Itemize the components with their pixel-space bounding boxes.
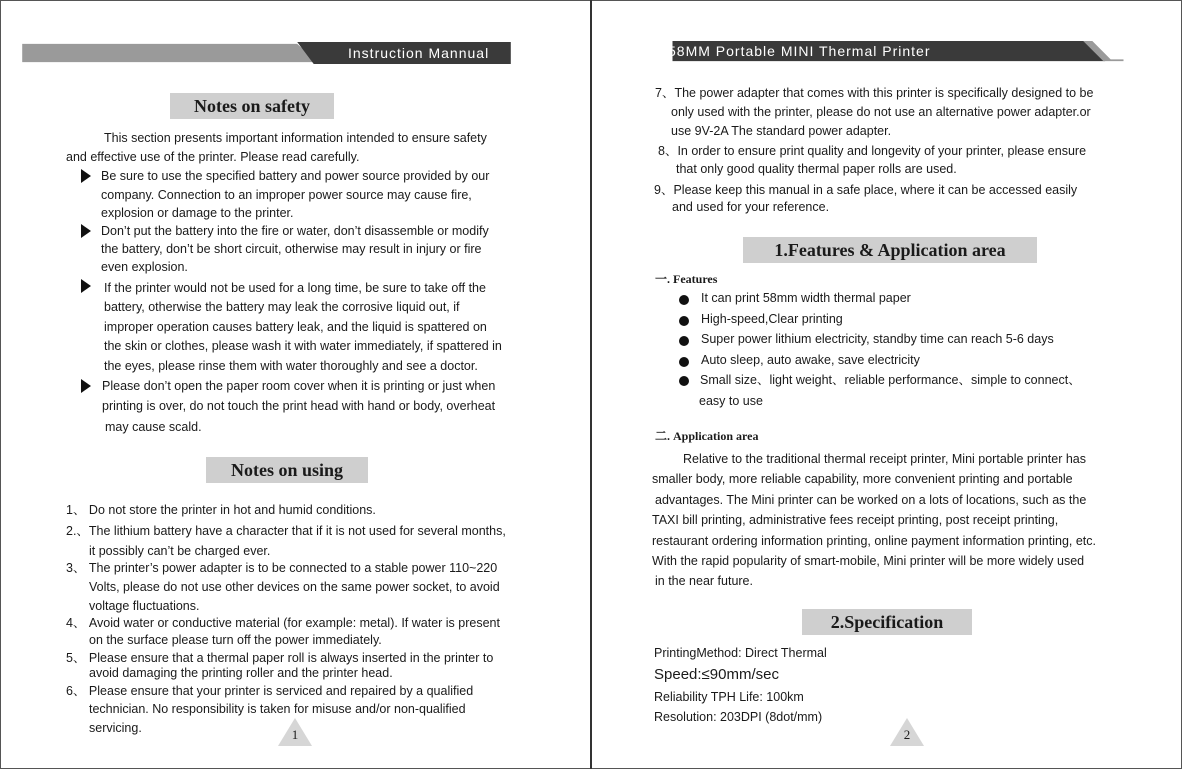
feature-1: It can print 58mm width thermal paper [701,291,911,305]
left-header-title: Instruction Mannual [348,45,490,61]
safety-item-1-line-1: Be sure to use the specified battery and power source provided by our [101,169,490,183]
using-item-3-line-3: voltage fluctuations. [89,599,200,613]
safety-item-2-line-1: Don’t put the battery into the fire or water, don’t disassemble or modify [101,224,489,238]
left-page-number: 1 [291,727,299,742]
safety-item-3-line-4: the skin or clothes, please wash it with water immediately, if spattered in [104,339,502,353]
application-line-5: restaurant ordering information printing, online payment information printing, etc. [652,534,1096,548]
application-line-6: With the rapid popularity of smart-mobile, Mini printer will be more widely used [652,554,1085,568]
note-8-line-1: 8、In order to ensure print quality and longevity of your printer, please ensure [658,144,1087,158]
note-7-line-1: 7、The power adapter that comes with this printer is specifically designed to be [655,86,1094,100]
safety-item-3-line-1: If the printer would not be used for a long time, be sure to take off the [104,281,486,295]
right-header-title: 58MM Portable MINI Thermal Printer [668,43,931,59]
spec-reliability: Reliability TPH Life: 100km [654,690,804,704]
safety-item-2-line-2: the battery, don’t be short circuit, otherwise may result in injury or fire [101,242,482,256]
safety-item-3-line-3: improper operation causes battery leak, and the liquid is spattered on [104,320,487,334]
using-item-3-line-1: 3、 The printer’s power adapter is to be connected to a stable power 110~220 [66,561,498,575]
safety-item-4-line-1: Please don’t open the paper room cover when it is printing or just when [102,379,496,393]
application-line-1: Relative to the traditional thermal receipt printer, Mini portable printer has [683,452,1086,466]
right-page-number: 2 [903,727,911,742]
using-item-4-line-1: 4、 Avoid water or conductive material (for example: metal). If water is present [66,616,500,630]
note-7-line-2: only used with the printer, please do not use an alternative power adapter.or [671,105,1091,119]
note-7-line-3: use 9V-2A The standard power adapter. [671,124,892,138]
feature-5-line-2: easy to use [699,394,763,408]
bullet-dot-icon [679,336,689,346]
using-item-5-line-1: 5、 Please ensure that a thermal paper roll is always inserted in the printer to [66,651,494,665]
using-item-6-line-3: servicing. [89,721,142,735]
feature-4: Auto sleep, auto awake, save electricity [701,353,920,367]
bullet-arrow-icon [81,279,91,293]
bullet-dot-icon [679,295,689,305]
safety-item-1-line-3: explosion or damage to the printer. [101,206,294,220]
safety-item-3-line-2: battery, otherwise the battery may leak the corrosive liquid out, if [104,300,460,314]
application-subhead: 二. Application area [655,429,759,443]
safety-item-4-line-2: printing is over, do not touch the print head with hand or body, overheat [102,399,496,413]
feature-5-line-1: Small size、light weight、reliable performance、simple to connect、 [700,373,1081,387]
using-item-5-line-2: avoid damaging the printing roller and the printer head. [89,666,393,680]
application-line-2: smaller body, more reliable capability, more convenient printing and portable [652,472,1073,486]
safety-item-4-line-3: may cause scald. [105,420,202,434]
feature-3: Super power lithium electricity, standby time can reach 5-6 days [701,332,1054,346]
safety-intro-line-1: This section presents important information intended to ensure safety [104,131,487,145]
page-divider [590,0,592,769]
application-line-3: advantages. The Mini printer can be worked on a lots of locations, such as the [655,493,1087,507]
note-9-line-1: 9、Please keep this manual in a safe place, where it can be accessed easily [654,183,1078,197]
bullet-dot-icon [679,316,689,326]
features-title: 1.Features & Application area [743,237,1037,263]
using-item-2-line-1: 2.、The lithium battery have a character that if it is not used for several months, [66,524,506,538]
using-item-6-line-1: 6、 Please ensure that your printer is serviced and repaired by a qualified [66,684,474,698]
safety-item-1-line-2: company. Connection to an improper power source may cause fire, [101,188,472,202]
spec-resolution: Resolution: 203DPI (8dot/mm) [654,710,823,724]
application-line-4: TAXI bill printing, administrative fees receipt printing, post receipt printing, [652,513,1059,527]
bullet-arrow-icon [81,169,91,183]
using-item-1-line-1: 1、 Do not store the printer in hot and humid conditions. [66,503,376,517]
bullet-arrow-icon [81,379,91,393]
spec-printing-method: PrintingMethod: Direct Thermal [654,646,827,660]
feature-2: High-speed,Clear printing [701,312,843,326]
using-item-4-line-2: on the surface please turn off the power immediately. [89,633,382,647]
application-line-7: in the near future. [655,574,753,588]
spec-speed: Speed:≤90mm/sec [654,666,779,683]
safety-item-2-line-3: even explosion. [101,260,188,274]
spec-title: 2.Specification [802,609,972,635]
bullet-dot-icon [679,376,689,386]
note-9-line-2: and used for your reference. [672,200,830,214]
using-item-2-line-2: it possibly can’t be charged ever. [89,544,271,558]
features-subhead: 一. Features [655,272,718,286]
safety-intro-line-2: and effective use of the printer. Please read carefully. [66,150,360,164]
note-8-line-2: that only good quality thermal paper rolls are used. [676,162,957,176]
safety-item-3-line-5: the eyes, please rinse them with water thoroughly and see a doctor. [104,359,478,373]
bullet-arrow-icon [81,224,91,238]
safety-title: Notes on safety [170,93,334,119]
bullet-dot-icon [679,357,689,367]
using-item-3-line-2: Volts, please do not use other devices on the same power socket, to avoid [89,580,500,594]
using-item-6-line-2: technician. No responsibility is taken for misuse and/or non-qualified [89,702,466,716]
using-title: Notes on using [206,457,368,483]
